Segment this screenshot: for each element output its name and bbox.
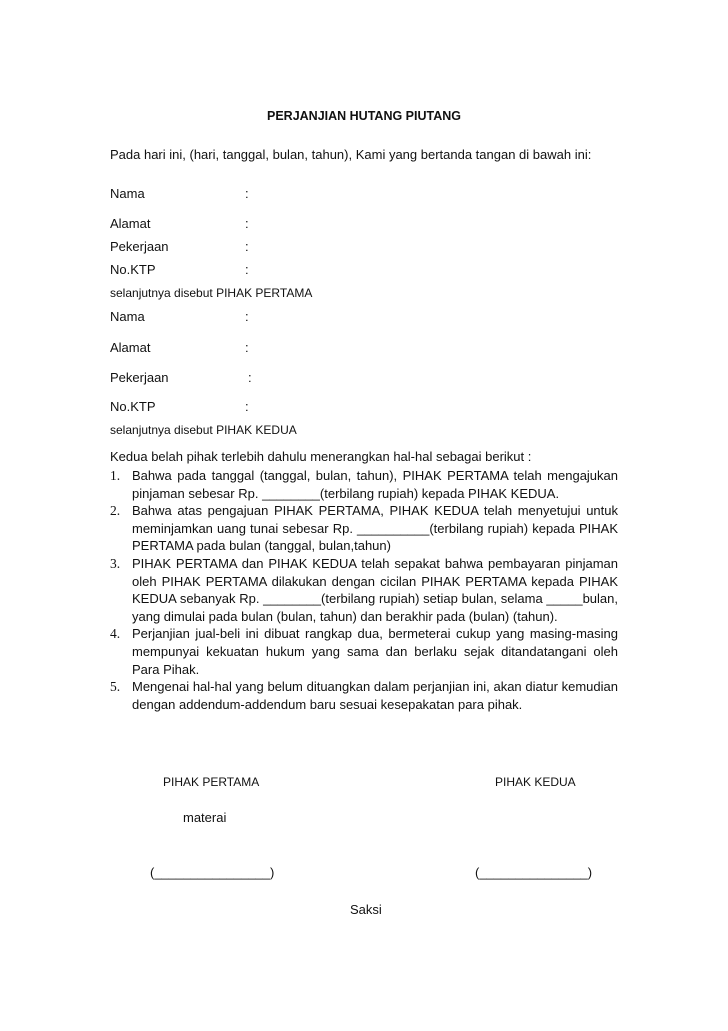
party2-field-pekerjaan <box>110 369 169 386</box>
field-colon: : <box>245 216 249 231</box>
party2-designation: selanjutnya disebut PIHAK KEDUA <box>110 423 297 437</box>
signature-line-party2: (_______________) <box>475 865 593 880</box>
field-colon: : <box>245 309 249 324</box>
field-label: Pekerjaan <box>110 370 169 385</box>
party2-field-ktp <box>110 398 156 415</box>
clause-item <box>110 678 618 713</box>
field-label: Alamat <box>110 340 151 355</box>
clause-number: 1. <box>110 468 121 483</box>
witness-label: Saksi <box>350 902 382 917</box>
party1-field-pekerjaan <box>110 238 169 255</box>
document-title: PERJANJIAN HUTANG PIUTANG <box>267 109 461 123</box>
field-label: Alamat <box>110 216 151 231</box>
clause-text: Perjanjian jual-beli ini dibuat rangkap dua, bermeterai cukup yang masing-masing mempunyai kekuatan hukum yang sama dan berlaku sejak ditandatangani oleh Para Pihak. <box>132 626 618 677</box>
field-colon: : <box>245 399 249 414</box>
field-colon: : <box>245 262 249 277</box>
signature-label-party1: PIHAK PERTAMA <box>163 775 260 789</box>
party1-field-ktp <box>110 261 156 278</box>
preamble-text: Kedua belah pihak terlebih dahulu menerangkan hal-hal sebagai berikut : <box>110 449 532 464</box>
signature-label-party2: PIHAK KEDUA <box>495 775 576 789</box>
signature-line-party1: (________________) <box>150 865 275 880</box>
clause-text: PIHAK PERTAMA dan PIHAK KEDUA telah sepakat bahwa pembayaran pinjaman oleh PIHAK PERTAMA dilakukan dengan cicilan PIHAK PERTAMA kepada PIHAK KEDUA sebanyak Rp. ________(terbilang rupiah) setiap bulan, selama _____bulan, yang dimulai pada bulan (bulan, tahun) dan berakhir pada (bulan) (tahun). <box>132 555 618 624</box>
clause-number: 2. <box>110 503 121 519</box>
clause-item <box>110 625 618 678</box>
party2-field-alamat <box>110 339 150 356</box>
clause-number: 3. <box>110 555 121 571</box>
stamp-label: materai <box>183 810 227 825</box>
field-label: Nama <box>110 309 145 324</box>
field-label: Nama <box>110 186 145 201</box>
clause-text: Bahwa pada tanggal (tanggal, bulan, tahun), PIHAK PERTAMA telah mengajukan pinjaman sebesar Rp. ________(terbilang rupiah) kepada PIHAK KEDUA. <box>132 468 618 501</box>
clause-item <box>110 555 618 625</box>
clause-number: 4. <box>110 626 121 642</box>
field-label: No.KTP <box>110 262 156 277</box>
party2-field-nama <box>110 308 145 325</box>
clause-text: Mengenai hal-hal yang belum dituangkan dalam perjanjian ini, akan diatur kemudian dengan addendum-addendum baru sesuai kesepakatan para pihak. <box>132 679 618 712</box>
intro-text: Pada hari ini, (hari, tanggal, bulan, tahun), Kami yang bertanda tangan di bawah ini: <box>110 147 592 162</box>
field-colon: : <box>245 340 249 355</box>
clause-item <box>110 502 618 555</box>
clauses-list <box>110 467 618 713</box>
party1-field-nama <box>110 185 145 202</box>
party1-field-alamat <box>110 215 150 232</box>
party1-designation: selanjutnya disebut PIHAK PERTAMA <box>110 286 313 300</box>
field-colon: : <box>248 370 252 385</box>
clause-text: Bahwa atas pengajuan PIHAK PERTAMA, PIHAK KEDUA telah menyetujui untuk meminjamkan uang tunai sebesar Rp. __________(terbilang rupiah) kepada PIHAK PERTAMA pada bulan (tanggal, bulan,tahun) <box>132 503 618 554</box>
field-colon: : <box>245 186 249 201</box>
field-label: No.KTP <box>110 399 156 414</box>
clause-number: 5. <box>110 679 121 695</box>
field-colon: : <box>245 239 249 254</box>
clause-item <box>110 467 618 502</box>
field-label: Pekerjaan <box>110 239 169 254</box>
